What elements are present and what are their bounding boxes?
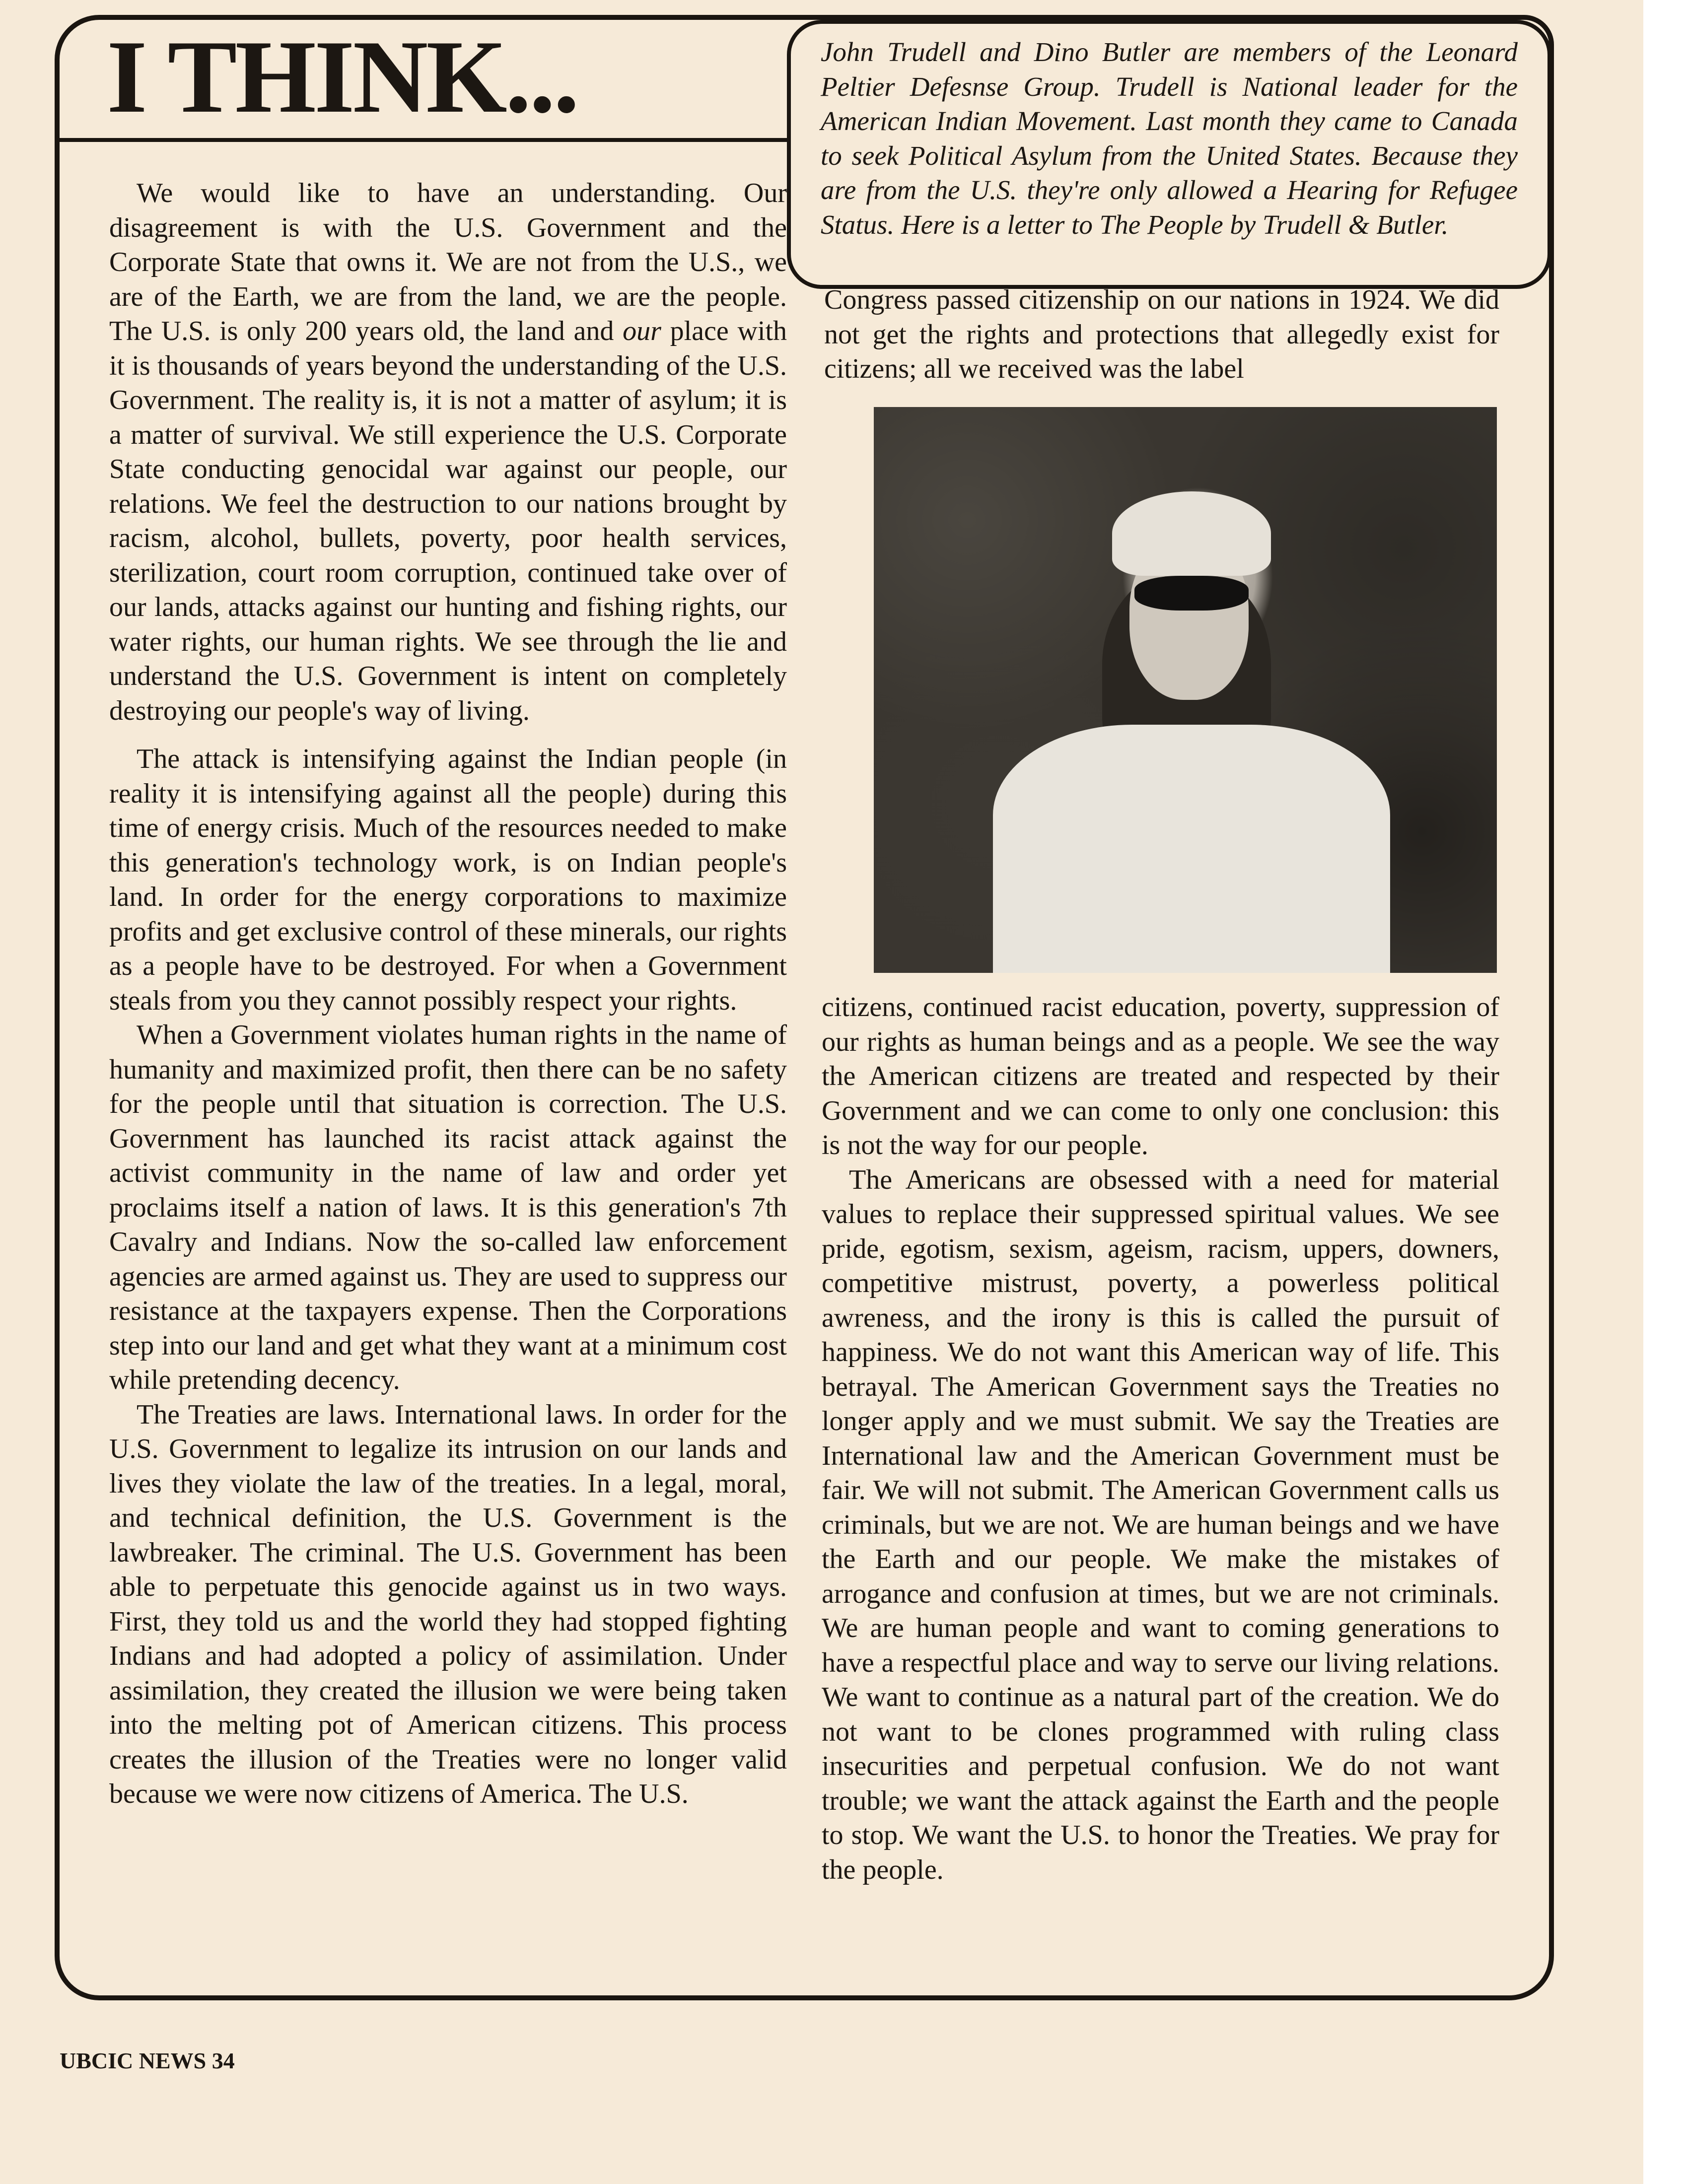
left-paragraph-3: When a Government violates human rights in the name of humanity and maximized profit, then there can be no safety for the people until that situation is correction. The U.S. Government has launched its racist attack against the activist community in the name of law and order yet proclaims itself a nation of laws. It is this generation's 7th Cavalry and Indians. Now the so-called law enforcement agencies are armed against us. They are used to suppress our resistance at the taxpayers expense. Then the Corporations step into our land and get what they want at a minimum cost while pretending decency. [109,1020,787,1395]
left-paragraph-1: We would like to have an understanding. Our disagreement is with the U.S. Government and the Corporate State that owns it. We are not from the U.S., we are of the Earth, we are from the land, we are the people. The U.S. is only 200 years old, the land and our place with it is thousands of years beyond the understanding of the U.S. Government. The reality is, it is not a matter of asylum; it is a matter of survival. We still experience the U.S. Corporate State conducting genocidal war against our people, our relations. We feel the destruction to our nations brought by racism, alcohol, bullets, poverty, poor health services, sterilization, court room corruption, continued take over of our lands, attacks against our hunting and fishing rights, our water rights, our human rights. We see through the lie and understand the U.S. Government is intent on completely destroying our people's way of living. [109,178,787,726]
title-rule [57,138,787,142]
photo-shirt [993,725,1390,973]
portrait-photo [874,407,1497,973]
photo-sunglasses [1134,576,1249,611]
page-footer: UBCIC NEWS 34 [60,2048,235,2073]
right-paragraph-top: Congress passed citizenship on our nations in 1924. We did not get the rights and protections that allegedly exist for citizens; all we received was the label [824,284,1499,384]
right-column-bottom [822,990,1499,1887]
page-title: I THINK... [107,19,578,135]
right-column-top [824,283,1499,387]
right-paragraph-1: citizens, continued racist education, poverty, suppression of our rights as human beings and as a people. We see the way the American citizens are treated and respected by their Government and we can come to only one conclusion: this is not the way for our people. [822,992,1499,1160]
intro-box [787,20,1551,289]
right-paragraph-2: The Americans are obsessed with a need for material values to replace their suppressed spiritual values. We see pride, egotism, sexism, ageism, racism, uppers, downers, competitive mistrust, poverty, a powerless political awreness, and the irony is this is called the pursuit of happiness. We do not want this American way of life. This betrayal. The American Government says the Treaties no longer apply and we must submit. We say the Treaties are International law and the American Government must be fair. We will not submit. The American Government calls us criminals, but we are not. We are human beings and we have the Earth and our people. We make the mistakes of arrogance and confusion at times, but we are not criminals. We are human people and want to coming generations to have a respectful place and way to serve our living relations. We want to continue as a natural part of the creation. We do not want to be clones programmed with ruling class insecurities and perpetual confusion. We do not want trouble; we want the attack against the Earth and the people to stop. We want the U.S. to honor the Treaties. We pray for the people. [822,1164,1499,1885]
left-paragraph-4: The Treaties are laws. International laws. In order for the U.S. Government to legalize its intrusion on our lands and lives they violate the law of the treaties. In a legal, moral, and technical definition, the U.S. Government is the lawbreaker. The criminal. The U.S. Government has been able to perpetuate this genocide against us in two ways. First, they told us and the world they had stopped fighting Indians and had adopted a policy of assimilation. Under assimilation, they created the illusion we were being taken into the melting pot of American citizens. This process creates the illusion of the Treaties were no longer valid because we were now citizens of America. The U.S. [109,1399,787,1809]
left-column [109,176,787,1812]
intro-text: John Trudell and Dino Butler are members of the Leonard Peltier Defesnse Group. Trudell is National leader for the American Indian Movement. Last month they came to Canada to seek Political Asylum from the United States. Because they are from the U.S. they're only allowed a Hearing for Refugee Status. Here is a letter to The People by Trudell & Butler. [821,37,1518,240]
left-paragraph-2: The attack is intensifying against the Indian people (in reality it is intensifying against all the people) during this time of energy crisis. Much of the resources needed to make this generation's technology work, is on Indian people's land. In order for the energy corporations to maximize profits and get exclusive control of these minerals, our rights as a people have to be destroyed. For when a Government steals from you they cannot possibly respect your rights. [109,744,787,1016]
page-edge [1643,0,1688,2184]
emphasis-our: our [623,316,661,346]
photo-hat [1112,491,1271,576]
